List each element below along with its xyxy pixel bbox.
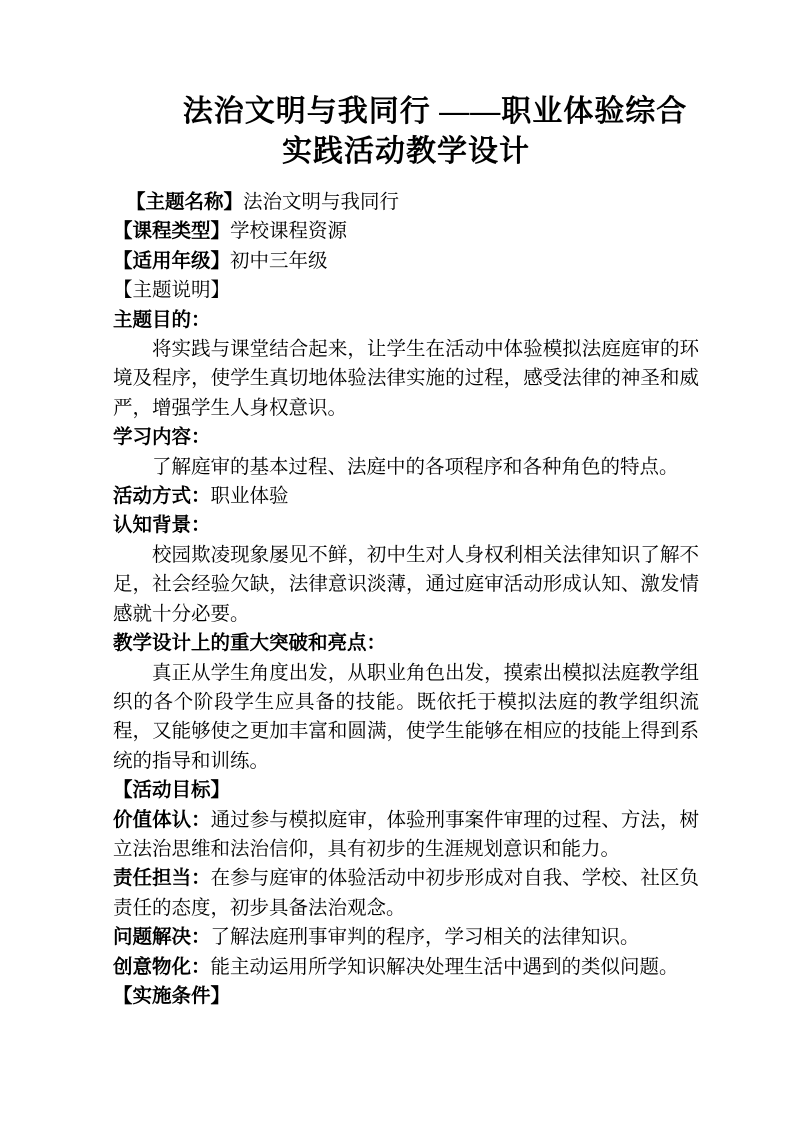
goal-item-value-recognition [113, 806, 699, 865]
meta-subject-value: 法治文明与我同行 [243, 192, 400, 213]
section-heading-activity-goals: 【活动目标】 [113, 780, 231, 802]
meta-row-grade [113, 247, 699, 276]
goal-item-responsibility [113, 864, 699, 923]
goal-problem-solving-text: 了解法庭刑事审判的程序，学习相关的法律知识。 [210, 927, 640, 949]
meta-grade-label: 【适用年级】 [113, 250, 231, 272]
section-heading-implementation-conditions: 【实施条件】 [113, 985, 231, 1007]
subheading-theme-purpose: 主题目的： [113, 309, 211, 331]
meta-row-subject [113, 188, 699, 217]
subheading-design-highlights: 教学设计上的重大突破和亮点： [113, 633, 387, 655]
goal-responsibility-text: 在参与庭审的体验活动中初步形成对自我、学校、社区负责任的态度，初步具备法治观念。 [113, 868, 699, 919]
meta-row-course-type [113, 217, 699, 246]
title-line-1: 法治文明与我同行 ——职业体验综合 [182, 95, 688, 128]
meta-grade-value: 初中三年级 [230, 250, 328, 272]
activity-mode-label: 活动方式： [113, 486, 211, 508]
meta-course-type-label: 【课程类型】 [113, 221, 231, 243]
paragraph-design-highlights: 真正从学生角度出发，从职业角色出发，摸索出模拟法庭教学组织的各个阶段学生应具备的技能。既依托于模拟法庭的教学组织流程，又能够使之更加丰富和圆满，使学生能够在相应的技能上得到系统的指导和训练。 [113, 662, 699, 772]
title-line-2: 实践活动教学设计 [282, 135, 530, 168]
goal-value-recognition-label: 价值体认： [113, 809, 211, 831]
meta-course-type-value: 学校课程资源 [230, 221, 348, 243]
paragraph-theme-purpose: 将实践与课堂结合起来，让学生在活动中体验模拟法庭庭审的环境及程序，使学生真切地体验法律实施的过程，感受法律的神圣和威严，增强学生人身权意识。 [113, 339, 699, 419]
goal-value-recognition-text: 通过参与模拟庭审，体验刑事案件审理的过程、方法，树立法治思维和法治信仰，具有初步的生涯规划意识和能力。 [113, 809, 699, 860]
meta-subject-label: 【主题名称】 [126, 192, 244, 213]
goal-item-problem-solving [113, 923, 699, 952]
goal-item-creative-materialization [113, 953, 699, 982]
activity-mode-value: 职业体验 [210, 486, 289, 508]
goal-creative-materialization-text: 能主动运用所学知识解决处理生活中遇到的类似问题。 [210, 956, 679, 978]
section-heading-theme-description: 【主题说明】 [113, 280, 231, 302]
goal-problem-solving-label: 问题解决： [113, 927, 211, 949]
subheading-cognitive-background: 认知背景： [113, 515, 211, 537]
row-activity-mode [113, 482, 699, 511]
document-title [113, 92, 699, 172]
paragraph-learning-content: 了解庭审的基本过程、法庭中的各项程序和各种角色的特点。 [152, 456, 679, 478]
subheading-learning-content: 学习内容： [113, 427, 211, 449]
goal-creative-materialization-label: 创意物化： [113, 956, 211, 978]
paragraph-cognitive-background: 校园欺凌现象屡见不鲜，初中生对人身权利相关法律知识了解不足，社会经验欠缺，法律意识淡薄，通过庭审活动形成认知、激发情感就十分必要。 [113, 544, 699, 625]
goal-responsibility-label: 责任担当： [113, 868, 211, 890]
